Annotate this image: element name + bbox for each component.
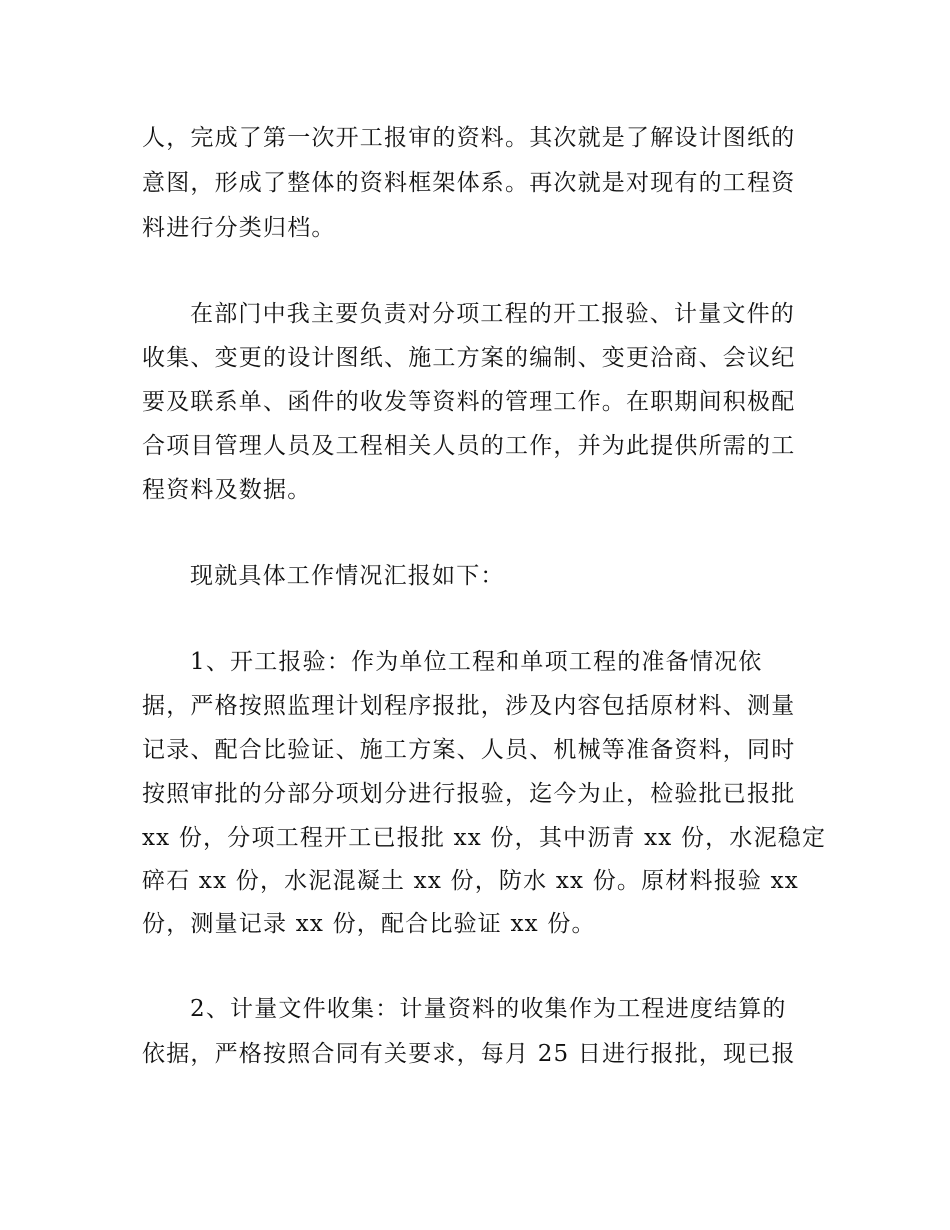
- text-line-1: 人，完成了第一次开工报审的资料。其次就是了解设计图纸的: [142, 125, 796, 151]
- text-line-10: 1、开工报验：作为单位工程和单项工程的准备情况依: [190, 649, 763, 675]
- text-line-8: 程资料及数据。: [142, 477, 312, 503]
- text-line-11: 据，严格按照监理计划程序报批，涉及内容包括原材料、测量: [142, 693, 796, 719]
- text-line-14: xx 份，分项工程开工已报批 xx 份，其中沥青 xx 份，水泥稳定: [142, 825, 827, 851]
- text-line-18: 依据，严格按照合同有关要求，每月 25 日进行报批，现已报: [142, 1041, 796, 1067]
- text-line-6: 要及联系单、函件的收发等资料的管理工作。在职期间积极配: [142, 389, 796, 415]
- text-line-7: 合项目管理人员及工程相关人员的工作，并为此提供所需的工: [142, 433, 796, 459]
- text-line-16: 份，测量记录 xx 份，配合比验证 xx 份。: [142, 911, 596, 937]
- text-line-5: 收集、变更的设计图纸、施工方案的编制、变更洽商、会议纪: [142, 345, 796, 371]
- text-line-17: 2、计量文件收集：计量资料的收集作为工程进度结算的: [190, 996, 787, 1022]
- text-line-15: 碎石 xx 份，水泥混凝土 xx 份，防水 xx 份。原材料报验 xx: [142, 868, 799, 894]
- text-line-4: 在部门中我主要负责对分项工程的开工报验、计量文件的: [190, 301, 795, 327]
- text-line-13: 按照审批的分部分项划分进行报验，迄今为止，检验批已报批: [142, 781, 796, 807]
- text-line-3: 料进行分类归档。: [142, 215, 336, 241]
- text-line-9: 现就具体工作情况汇报如下：: [190, 563, 505, 589]
- text-line-12: 记录、配合比验证、施工方案、人员、机械等准备资料，同时: [142, 737, 796, 763]
- text-line-2: 意图，形成了整体的资料框架体系。再次就是对现有的工程资: [142, 170, 796, 196]
